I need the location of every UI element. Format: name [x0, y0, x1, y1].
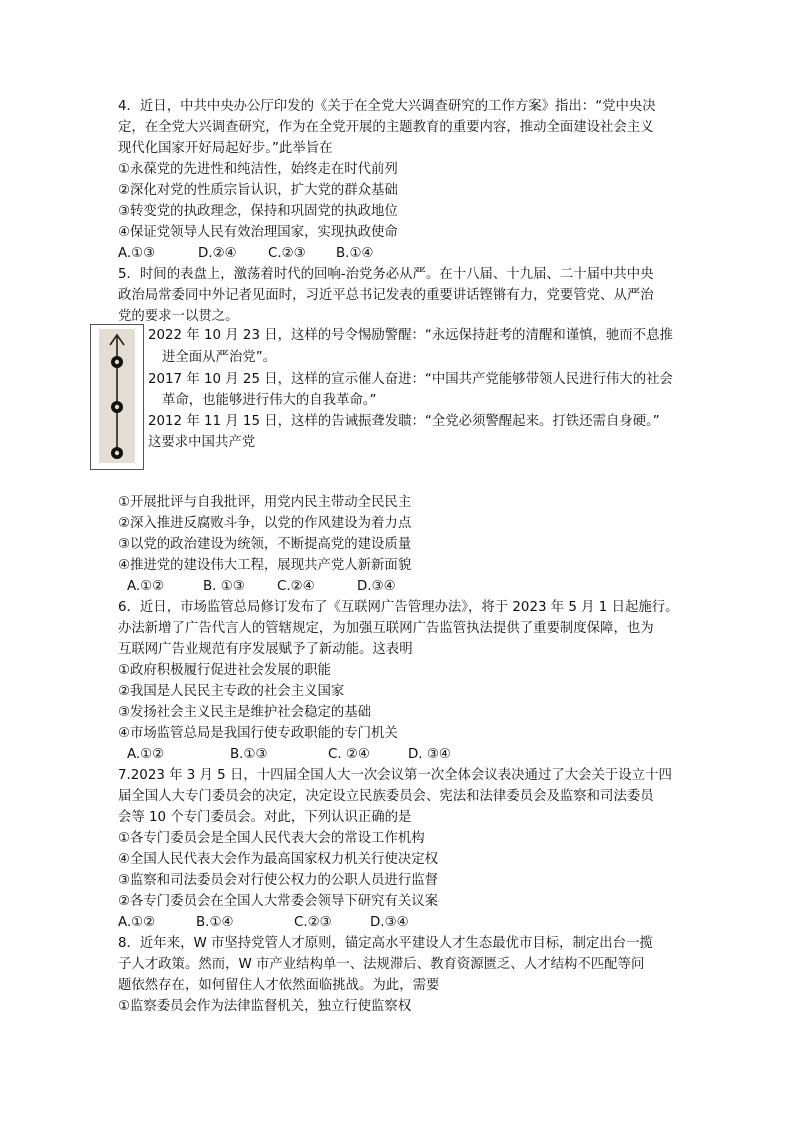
- q5-statement-4: ④推进党的建设伟大工程，展现共产党人新新面貌: [118, 558, 412, 573]
- q5-timeline-2017-line-2: 革命，也能够进行伟大的自我革命。”: [162, 393, 377, 408]
- q5-statement-1: ①开展批评与自我批评，用党内民主带动全民民主: [118, 495, 412, 510]
- q5-stem-line-2: 政治局常委同中外记者见面时，习近平总书记发表的重要讲话铿锵有力，党要管党、从严治: [118, 288, 654, 303]
- q7-statement-2: ②各专门委员会在全国人大常委会领导下研究有关议案: [118, 894, 438, 909]
- q8-stem-line-3: 题依然存在，如何留住人才依然面临挑战。为此，需要: [118, 978, 440, 993]
- q5-timeline-2012-line-2: 这要求中国共产党: [148, 435, 256, 450]
- q7-option-c[interactable]: C.②③: [294, 915, 332, 930]
- timeline-arrow-icon: [99, 329, 135, 463]
- q4-stem-line-3: 现代化国家开好局起好步。”此举旨在: [118, 141, 333, 156]
- q4-statement-3: ③转变党的执政理念，保持和巩固党的执政地位: [118, 204, 398, 219]
- q5-statement-2: ②深入推进反腐败斗争，以党的作风建设为着力点: [118, 516, 412, 531]
- q7-option-b[interactable]: B.①④: [196, 915, 234, 930]
- q7-option-a[interactable]: A.①②: [118, 915, 156, 930]
- q5-option-c[interactable]: C.②④: [277, 579, 315, 594]
- q7-options: [118, 913, 409, 933]
- q6-options: [127, 745, 451, 765]
- q7-stem-line-1: 7.2023 年 3 月 5 日，十四届全国人大一次会议第一次全体会议表决通过了大会关于设立十四: [118, 768, 672, 783]
- q7-statement-4: ④全国人民代表大会作为最高国家权力机关行使决定权: [118, 852, 438, 867]
- q4-option-c[interactable]: C.②③: [268, 246, 306, 261]
- q6-stem-line-2: 办法新增了广告代言人的管辖规定，为加强互联网广告监管执法提供了重要制度保障，也为: [118, 621, 654, 636]
- q5-stem-line-3: 党的要求一以贯之。: [118, 309, 239, 324]
- q4-statement-2: ②深化对党的性质宗旨认识，扩大党的群众基础: [118, 183, 398, 198]
- q8-stem-line-1: 8．近年来，W 市坚持党管人才原则，锚定高水平建设人才生态最优市目标，制定出台一揽: [118, 936, 653, 951]
- q4-stem-line-2: 定，在全党大兴调查研究，作为在全党开展的主题教育的重要内容，推动全面建设社会主义: [118, 120, 654, 135]
- q7-option-d[interactable]: D.③④: [370, 915, 409, 930]
- q5-options: [127, 577, 396, 597]
- q5-timeline-2022-line-1: 2022 年 10 月 23 日，这样的号令惕励警醒：“永远保持赶考的清醒和谨慎，驰而不息推: [148, 328, 673, 343]
- q6-option-d[interactable]: D. ③④: [408, 747, 451, 762]
- q6-option-c[interactable]: C. ②④: [328, 747, 370, 762]
- timeline-image: [90, 324, 144, 470]
- q7-statement-1: ①各专门委员会是全国人民代表大会的常设工作机构: [118, 831, 425, 846]
- q6-option-b[interactable]: B.①③: [230, 747, 268, 762]
- q7-stem-line-3: 会等 10 个专门委员会。对此，下列认识正确的是: [118, 810, 412, 825]
- q8-statement-1: ①监察委员会作为法律监督机关，独立行使监察权: [118, 999, 412, 1014]
- q5-stem-line-1: 5．时间的表盘上，激荡着时代的回响-治党务必从严。在十八届、十九届、二十届中共中央: [118, 267, 654, 282]
- q6-statement-2: ②我国是人民民主专政的社会主义国家: [118, 684, 345, 699]
- q5-timeline-2017-line-1: 2017 年 10 月 25 日，这样的宣示催人奋进：“中国共产党能够带领人民进行伟大的社会: [148, 372, 673, 387]
- q4-statement-1: ①永葆党的先进性和纯洁性，始终走在时代前列: [118, 162, 398, 177]
- q5-timeline-2012-line-1: 2012 年 11 月 15 日，这样的告诫振聋发聩：“全党必须警醒起来。打铁还需自身硬。”: [148, 414, 660, 429]
- q8-stem-line-2: 子人才政策。然而，W 市产业结构单一、法规滞后、教育资源匮乏、人才结构不匹配等问: [118, 957, 645, 972]
- q5-option-d[interactable]: D.③④: [357, 579, 396, 594]
- q6-statement-1: ①政府积极履行促进社会发展的职能: [118, 663, 331, 678]
- q4-option-a[interactable]: A.①③: [118, 246, 156, 261]
- q4-options: [118, 244, 373, 264]
- q5-option-b[interactable]: B. ①③: [203, 579, 245, 594]
- timeline-background: [99, 329, 135, 463]
- q5-timeline-2022-line-2: 进全面从严治党”。: [162, 350, 277, 365]
- q7-statement-3: ③监察和司法委员会对行使公权力的公职人员进行监督: [118, 873, 438, 888]
- q4-option-d[interactable]: D.②④: [198, 246, 237, 261]
- q4-statement-4: ④保证党领导人民有效治理国家，实现执政使命: [118, 225, 398, 240]
- q5-statement-3: ③以党的政治建设为统领，不断提高党的建设质量: [118, 537, 412, 552]
- q7-stem-line-2: 届全国人大专门委员会的决定，决定设立民族委员会、宪法和法律委员会及监察和司法委员: [118, 789, 654, 804]
- q6-stem-line-3: 互联网广告业规范有序发展赋予了新动能。这表明: [118, 642, 413, 657]
- q6-statement-3: ③发扬社会主义民主是维护社会稳定的基础: [118, 705, 372, 720]
- q6-statement-4: ④市场监管总局是我国行使专政职能的专门机关: [118, 726, 398, 741]
- q4-option-b[interactable]: B.①④: [336, 246, 374, 261]
- q6-option-a[interactable]: A.①②: [127, 747, 165, 762]
- q6-stem-line-1: 6．近日，市场监管总局修订发布了《互联网广告管理办法》，将于 2023 年 5 月 1 日起施行。: [118, 600, 679, 615]
- q4-stem-line-1: 4．近日，中共中央办公厅印发的《关于在全党大兴调查研究的工作方案》指出：“党中央决: [118, 99, 656, 114]
- q5-option-a[interactable]: A.①②: [127, 579, 165, 594]
